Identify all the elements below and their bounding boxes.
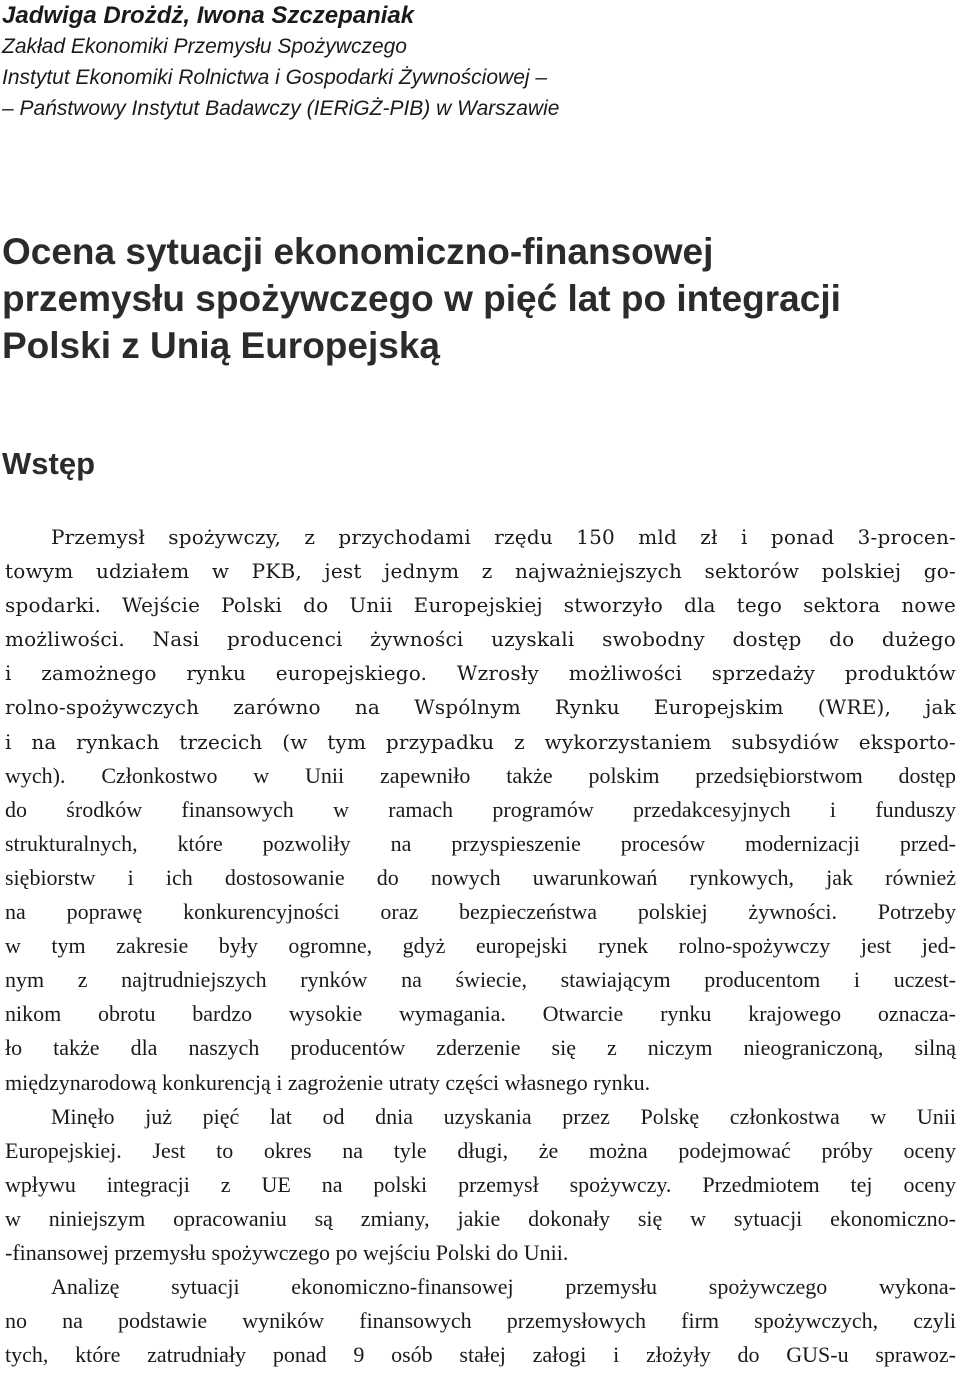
section-heading: Wstęp [2, 446, 95, 481]
body-line: na poprawę konkurencyjności oraz bezpieczeństwa polskiej żywności. Potrzeby [5, 899, 956, 925]
body-line: nikom obrotu bardzo wysokie wymagania. Otwarcie rynku krajowego oznacza- [5, 1001, 956, 1027]
paper-title [2, 228, 952, 369]
body-line: Analizę sytuacji ekonomiczno-finansowej przemysłu spożywczego wykona- [51, 1274, 956, 1300]
body-line: i na rynkach trzecich (w tym przypadku z wykorzystaniem subsydiów eksporto- [5, 729, 956, 754]
body-line: wych). Członkostwo w Unii zapewniło także polskim przedsiębiorstwom dostęp [5, 762, 956, 788]
body-line: rolno-spożywczych zarówno na Wspólnym Rynku Europejskim (WRE), jak [5, 695, 956, 720]
body-line: no na podstawie wyników finansowych przemysłowych firm spożywczych, czyli [5, 1308, 956, 1334]
body-line: ło także dla naszych producentów zderzenie się z niczym nieograniczoną, silną [5, 1035, 956, 1061]
body-line: tych, które zatrudniały ponad 9 osób stałej załogi i złożyły do GUS-u sprawoz- [5, 1342, 956, 1368]
body-line: możliwości. Nasi producenci żywności uzyskali swobodny dostęp do dużego [5, 627, 956, 652]
author-block [2, 0, 559, 124]
body-line: w niniejszym opracowaniu są zmiany, jakie dokonały się w sytuacji ekonomiczno- [5, 1205, 956, 1231]
affiliation-line: Zakład Ekonomiki Przemysłu Spożywczego [2, 35, 407, 58]
body-line: międzynarodową konkurencją i zagrożenie utraty części własnego rynku. [5, 1069, 651, 1095]
body-line: wpływu integracji z UE na polski przemysł spożywczy. Przedmiotem tej oceny [5, 1171, 956, 1197]
body-line: w tym zakresie były ogromne, gdyż europejski rynek rolno-spożywczy jest jed- [5, 933, 956, 959]
title-line: Ocena sytuacji ekonomiczno-finansowej [2, 231, 714, 272]
body-text [5, 520, 956, 1372]
body-line: i zamożnego rynku europejskiego. Wzrosły możliwości sprzedaży produktów [5, 661, 956, 686]
body-line: towym udziałem w PKB, jest jednym z najważniejszych sektorów polskiej go- [5, 559, 956, 584]
body-line: Europejskiej. Jest to okres na tyle długi, że można podejmować próby oceny [5, 1137, 956, 1163]
body-line: -finansowej przemysłu spożywczego po wejściu Polski do Unii. [5, 1239, 569, 1265]
body-line: do środków finansowych w ramach programów przedakcesyjnych i funduszy [5, 796, 956, 822]
title-line: przemysłu spożywczego w pięć lat po integracji [2, 278, 841, 319]
title-line: Polski z Unią Europejską [2, 325, 440, 366]
body-line: Minęło już pięć lat od dnia uzyskania przez Polskę członkostwa w Unii [51, 1103, 956, 1129]
affiliation-line: Instytut Ekonomiki Rolnictwa i Gospodarki Żywnościowej – [2, 66, 548, 89]
body-line: strukturalnych, które pozwoliły na przyspieszenie procesów modernizacji przed- [5, 830, 956, 856]
body-line: spodarki. Wejście Polski do Unii Europejskiej stworzyło dla tego sektora nowe [5, 593, 956, 618]
body-line: Przemysł spożywczy, z przychodami rzędu 150 mld zł i ponad 3-procen- [51, 525, 956, 549]
author-names: Jadwiga Drożdż, Iwona Szczepaniak [2, 2, 415, 29]
body-line: siębiorstw i ich dostosowanie do nowych uwarunkowań rynkowych, jak również [5, 864, 956, 890]
body-line: nym z najtrudniejszych rynków na świecie, stawiającym producentom i uczest- [5, 967, 956, 993]
affiliation-line: – Państwowy Instytut Badawczy (IERiGŻ-PIB) w Warszawie [2, 97, 560, 120]
